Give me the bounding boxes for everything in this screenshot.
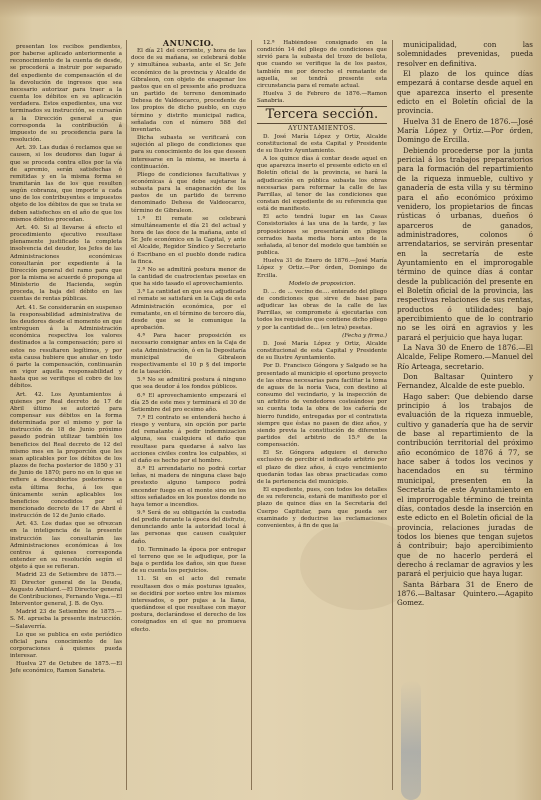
paragraph: Art. 40. Si al llevarse á efecto el procedimiento ejecutivo resultase plenamente justificado la completa insolvencia del deudor, los Jefes de las Administraciones económicas consultarán por expediente á la Dirección general del ramo para que por la misma se acuerde ó proponga al Ministerio de Hacienda, según proceda, la baja del débito en las cuentas de rentas públicas. <box>10 224 122 303</box>
section-subheading: AYUNTAMIENTOS. <box>288 125 356 133</box>
page-top-edge <box>0 0 541 18</box>
paragraph: D. ... de ... vecino de.... enterado del pliego de condiciones que sirve de base para adjudicar las obras de la calle de las Parrillas, se compromete á ejecutarlas con todos los requisitos que contiene dicho pliego y por la cantidad de... (en letra) pesetas. <box>257 288 387 331</box>
paragraph: La Nava 30 de Enero de 1876.—El Alcalde, Felipe Romero.—Manuel del Río Arteaga, secretario. <box>397 343 533 371</box>
paragraph: Art. 39. Las dudas ó reclamos que se causen, si los deudores dan lugar á que se proceda contra ellos por la vía de apremio, serán satisfechas ó remitidas y en la misma forma se tramitarán las de los que resulten según cobranza, que importe a cada uno de los contribuyentes e impuestos objeto de los débitos de que se trata se deben satisfechos en el año de que los mismos débitos procedan. <box>10 145 122 223</box>
column-divider <box>126 40 127 790</box>
paragraph: 9.ª Será de su obligación la custodia del predio durante la época del disfrute, denunciando ante la autoridad local á las personas que causen cualquier daño. <box>131 510 246 545</box>
paragraph: presentan los recibos pendientes, por haberse aplicado anteriormente a reconocimiento de la cuenta de desde, se procederá a instruir por separado del expediente de compensación el de la devolución de ingresos que sea necesario autorizar para traer a la cuenta los débitos en su aplicación verdadera. Estos expedientes, una vez terminados su instrucción, se cursarán a la Dirección general a que corresponda la contribución á impuesto de su procedencia para la resolución. <box>10 44 122 144</box>
paragraph: 6.ª El aprovechamiento empezará el día 25 de este mes y terminará el 30 de Setiembre del pro ecsimo año. <box>131 392 246 413</box>
column-1 <box>10 44 122 794</box>
section-title: Tercera sección. <box>257 106 387 124</box>
paragraph: Madrid 23 de Setiembre de 1875.—El Director general de la Deuda, Augusto Amblard.—El Director general de Contribuciones, Fernando Vega.—El Interventor general, J. B. de Oyo. <box>10 572 122 608</box>
paragraph: Hago saber: Que debiendo darse principio á los trabajos de evaluación de la riqueza inmueble, cultivo y ganadería que ha de servir de base al repartimiento de la contribución territorial del próximo año económico de 1876 á 77, se hace saber á todos los vecinos y hacendados en su término municipal, presenten en la Secretaría de este Ayuntamiento en el improrrogable término de treinta días, contados desde la inserción en este edicto en el Boletín oficial de la provincia, relaciones juradas de todos los bienes que tengan sujetos á contribuir; bajo apercibimiento que de no hacerlo perderá el derecho á reclamar de agravios y les parará el perjuicio que haya lugar. <box>397 391 533 579</box>
paragraph: 7.ª El contrato se entenderá hecho á riesgo y ventura, sin opción por parte del rematante á pedir indemnizacion alguna, sea cualquiera el daño que resultase para quedarse á salvo las acciones civiles contra los culpables, si el daño es hecho por el hombre. <box>131 414 246 464</box>
paragraph: Debiendo procederse por la junta pericial á los trabajos preparatorios para la formación del repartimiento de la riqueza inmueble, cultivo y ganadería de esta villa y su término para el año económico próximo venidero, los propietarios de fincas rústicas ó urbanas, dueños ó aparceros de ganados, administradores, colonos ó arrendatarios, se servirán presentar en la secretaría de este Ayuntamiento en el improrogable término de quince días á contar desde la publicación del presente en el Boletín oficial de la provincia, las respectivas relaciones de sus rentas, productos ó utilidades; bajo apercibimiento que de lo contrario no se les oirá en agravios y les parará el perjuicio que haya lugar. <box>397 145 533 342</box>
paragraph: D. José María López y Ortiz, Alcalde constitucional de esta Capital y Presidente de su Ilustre Ayuntamiento. <box>257 340 387 362</box>
paragraph: 8.ª El arrendatario no podrá cortar leñas, ni madera de ninguna clase bajo prestexto alguno tampoco podrá encender fuego en el monte sino en los sitios señalados en los puestos donde no haya temor a incendios. <box>131 466 246 508</box>
paragraph: Don Baltasar Quintero y Fernandez, Alcalde de este pueblo. <box>397 372 533 391</box>
paragraph: 12.ª Habiéndose consignado en la condición 14 del pliego de condiciones que sirvió para la subasta del trozo de bellota, que cuando se verifique la de los pastos, también me por derecho el rematante de aquella, se tendrá presente esta circunstancia para el remate actual. <box>257 40 387 89</box>
paragraph: Art. 41. Se considerarán en suspenso la responsabilidad administrativa de los deudores desde el momento en que entreguen á la Administración económica respectiva los valores destinados a la compensación; pero si estos no resultaren legítimos, y por esta causa hubiere que anular en todo ó parte la compensación, continuarán en vigor aquella responsabilidad y hasta que se verifique el cobro de los débitos. <box>10 304 122 390</box>
paragraph: Art. 42. Los Ayuntamientos á quienes por Real decreto de 17 de Abril último se autorizó para compensar sus débitos en la forma determinada por el mismo y por la instrucción de 18 de Junio próximo pasado podrán utilizar también los beneficios del Real decreto de 12 del mismo mes en la proporción que les sean aplicables por los débitos de los plazos de fecha posterior de 1850 y 31 de Junio de 1870; pero no en lo que se refiere a descubiertos posteriores a esta última fecha, á los que únicamente serán aplicables los beneficios concedidos por el mencionado decreto de 17 de Abril é instrucción de 12 de Junio citado. <box>10 391 122 520</box>
paragraph: 3.ª La cantidad en que sea adjudicado el remate se satisfará en la Caja de esta Administración económica, por el rematante, en el término de tercero día, desde que se le comunique la aprobación. <box>131 289 246 332</box>
paragraph: 5.ª No se admitirá postura á ninguno que sea deudor á los fondos públicos. <box>131 377 246 391</box>
column-divider <box>251 40 252 790</box>
paragraph: Pliego de condiciones facultativas y económicas á que debe sujetarse la subasta para la enagenación de los pastos de un partido de terreno denominado Dehesa de Valdeocarco, término de Gibraleon. <box>131 171 246 214</box>
paragraph: 10. Terminado la época por entregar el terreno que se le adjudique, por la baja o perdida los daños, sin que fuese de su cuenta los perjuicios. <box>131 546 246 575</box>
paragraph: El expediente, pues, con todos los detalles de su referencia, estará de manifiesto por el plazo de quince días en la Secretaría del Cuerpo Capitular, para que pueda ser examinado y deducirse las reclamaciones convenientes, á fin de que la <box>257 487 387 529</box>
paragraph: A los quince días á contar desde aquel en que aparezca inserto el presente edicto en el Boletín oficial de la provincia, se hará la adjudicación en pública subasta los obras necesarias para reformar la calle de las Parrillas, al tenor de las condiciones que constan del expediente de su referencia que está de manifiesto. <box>257 156 387 213</box>
model-signature: (Fecha y firma.) <box>342 332 387 339</box>
paragraph: 4.ª Para hacer proposición es necesario consignar antes en la Caja de esta Administración, ó en la Depositaría municipal de Gibraleon respectivamente el 10 p § del importe de la tasación. <box>131 333 246 376</box>
paragraph: El día 21 del corriente, y hora de las doce de su mañana, se celebrará doble y simultánea subasta, ante el Sr. Jefe económico de la provincia y Alcalde de Gibraleon, con objeto de enagenar los pastos que en el presente año produzca un partido de terreno denominado Dehesa de Valdeocarco, procedente de los propios de dicho pueblo, en cuyo término y distrito municipal radica, señalada con el número 588 del inventario. <box>131 48 246 133</box>
paragraph: Lo que se publica en este periódico oficial para conocimiento de las corporaciones á quienes pueda interesar. <box>10 631 122 660</box>
column-3 <box>257 40 387 794</box>
paragraph: Por D. Francisco Góngora y Salgado se ha presentado al municipio el oportuno proyecto de las obras necesarias para facilitar la toma de aguas de la noria Vaca, con destino al consumo del vecindario, y la inspección de un arbitrio de vendedores costeándose por su cuenta toda la obra de los cañería de hierro fundido, entregadas por el contratista siempre que éstas no pasen de diez años, y siendo previa la constitución de diferentes partidos del arbitrio de 15.ª de la compensación. <box>257 363 387 449</box>
paragraph: municipalidad, con las solemnidades prevenidas, pueda resolver en definitiva. <box>397 40 533 68</box>
paragraph: El acto tendrá lugar en las Casas Consistoriales á las una de la tarde, y las proposiciones se presentarán en pliegos cerrados hasta media hora antes de la señalada, al tenor del modelo que también se publica. <box>257 214 387 257</box>
signature-line: Huelva 31 de Enero de 1876.—José María López y Ortiz.—Por órden, Domingo de Ercilla. <box>397 116 533 145</box>
paragraph: Art. 43. Los dudas que se ofrezcan en la inteligencia de la presente instrucción las consultarán las Administraciones económicas á los centros á quienes corresponda entender en su resolución según el objeto á que se refieran. <box>10 521 122 571</box>
paragraph: Dicha subasta se verificará con sujeción al pliego de condiciones que para su conocimiento de los que deseen interesarse en la misma, se inserta á continuación. <box>131 135 246 170</box>
paragraph: 2.ª No se admitirá postura menor de la cantidad de cuatrocientas pesetas en que ha sido tasado el aprovechamiento. <box>131 266 246 288</box>
paragraph: 1.ª El remate se celebrará simultáneamente el día 21 del actual y hora de las doce de la mañana, ante el Sr. Jefe económico en la Capital, y ante el Alcalde, Regidor Síndico y Secretario ó Escribano en el pueblo donde radica la finca. <box>131 215 246 265</box>
paragraph: Madrid 23 de Setiembre de 1875.—S. M. aprueba la presente instrucción.—Salaverría. <box>10 609 122 630</box>
dateline: Huelva 3 de Febrero de 1876.—Ramon Sanabria. <box>257 91 387 105</box>
anuncio-heading: ANUNCIO. <box>162 40 215 48</box>
model-title: Modelo de proposicion. <box>288 280 356 287</box>
paragraph: Huelva 27 de Octubre de 1875.—El Jefe económico, Ramon Sanabria. <box>10 661 122 675</box>
paragraph: Santa Bárbara 31 de Enero de 1876.—Baltasar Quintero.—Agapito Gomez. <box>397 579 533 608</box>
paragraph: 11. Si en el acto del remate resultasen dos o más posturas iguales, se decidirá por sorteo entre los mismos interesados, o por pujas a la llana, quedándose el que resultase con mayor postura, declarándose el derecho de los consignados en el que no promueva efecto. <box>131 576 246 633</box>
paragraph: Huelva 31 de Enero de 1876.—José María López y Ortiz.—Por órden, Domingo de Ercilla. <box>257 258 387 279</box>
paragraph: D. José María López y Ortiz, Alcalde constitucional de esta Capital y Presidente de su Ilustre Ayuntamiento. <box>257 133 387 154</box>
column-2 <box>131 40 246 794</box>
column-divider <box>392 40 393 790</box>
column-4 <box>397 40 533 794</box>
paragraph: El plazo de los quince días empezará á contarse desde aquel en que aparezca inserto el presente edicto en el Boletín oficial de la provincia. <box>397 69 533 116</box>
paragraph: El Sr. Góngora adquiere el derecho exclusivo de percibir el indicado arbitrio por el plazo de diez años, á cuyo vencimiento quedarán todas las obras practicadas como de la pertenencia del municipio. <box>257 450 387 485</box>
